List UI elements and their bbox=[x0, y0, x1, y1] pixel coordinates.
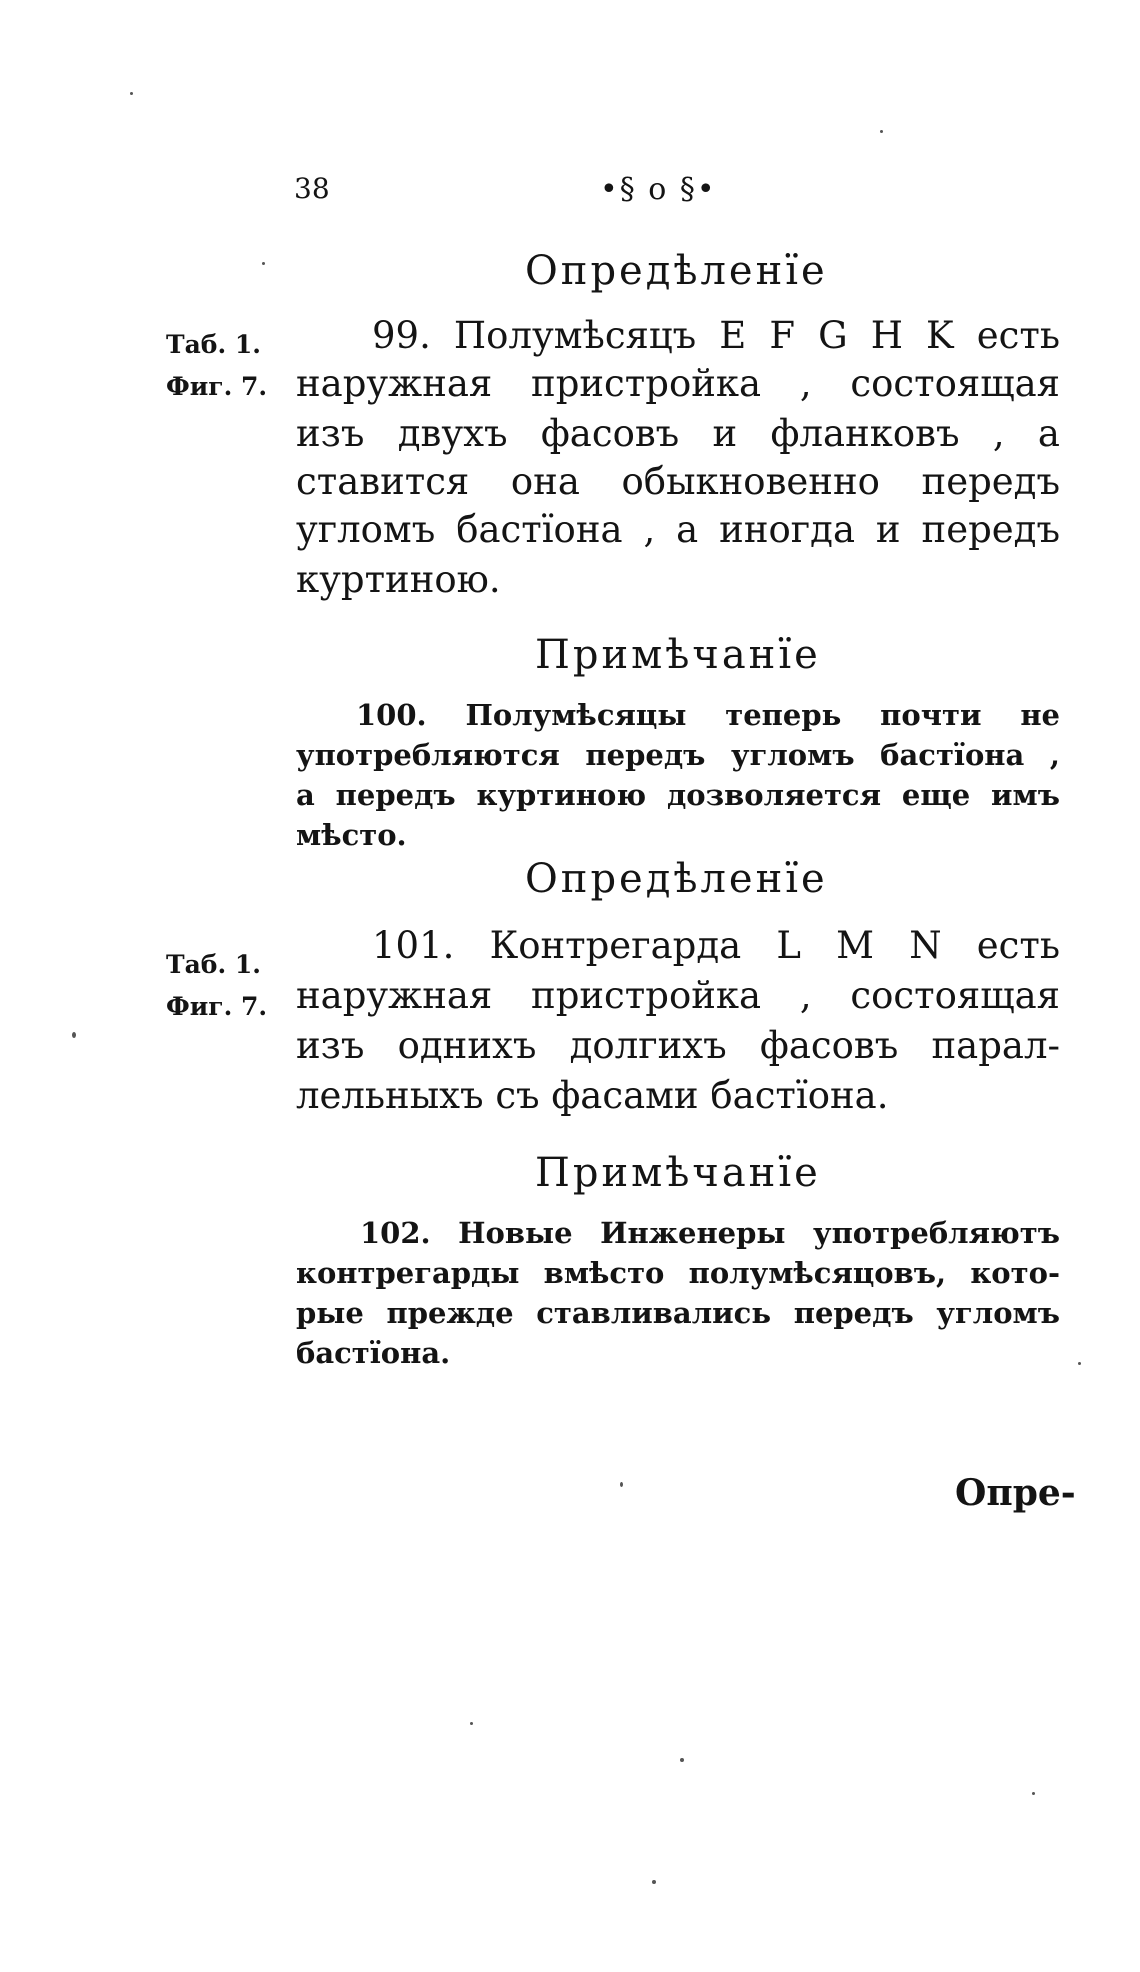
note-line: 102. Новые Инженеры употребляютъ bbox=[360, 1216, 1060, 1250]
section-heading-note: Примѣчанїе bbox=[535, 1150, 821, 1196]
paragraph-line: наружная пристройка , состоящая bbox=[296, 362, 1060, 405]
note-line: контрегарды вмѣсто полумѣсяцовъ, кото- bbox=[296, 1256, 1060, 1290]
page-number: 38 bbox=[294, 172, 330, 205]
paragraph-line: изъ однихъ долгихъ фасовъ парал- bbox=[296, 1024, 1060, 1067]
section-heading-definition: Опредѣленїе bbox=[525, 248, 828, 294]
paper-speck bbox=[1032, 1792, 1035, 1795]
paper-speck bbox=[880, 130, 883, 133]
paper-speck bbox=[620, 1482, 623, 1487]
margin-note-table: Таб. 1. bbox=[166, 950, 261, 979]
catchword: Опре- bbox=[955, 1472, 1076, 1514]
paper-speck bbox=[262, 262, 265, 265]
paragraph-line: наружная пристройка , состоящая bbox=[296, 974, 1060, 1017]
paper-speck bbox=[652, 1880, 656, 1884]
paper-speck bbox=[72, 1032, 76, 1038]
section-heading-note: Примѣчанїе bbox=[535, 632, 821, 678]
paragraph-line: угломъ бастїона , а иногда и передъ bbox=[296, 508, 1060, 551]
note-line: рые прежде ставливались передъ угломъ bbox=[296, 1296, 1060, 1330]
header-ornament: •§ o §• bbox=[600, 172, 717, 207]
note-line: употребляются передъ угломъ бастїона , bbox=[296, 738, 1060, 772]
margin-note-figure: Фиг. 7. bbox=[166, 992, 268, 1021]
paper-speck bbox=[1078, 1362, 1081, 1365]
note-line: а передъ куртиною дозволяется еще имъ bbox=[296, 778, 1060, 812]
paragraph-line: куртиною. bbox=[296, 558, 501, 601]
paragraph-line: ставится она обыкновенно передъ bbox=[296, 460, 1060, 503]
paragraph-line: изъ двухъ фасовъ и фланковъ , а bbox=[296, 412, 1060, 455]
paper-speck bbox=[130, 92, 133, 95]
note-line: 100. Полумѣсяцы теперь почти не bbox=[356, 698, 1060, 732]
paragraph-line: 101. Контрегарда L M N есть bbox=[372, 924, 1060, 967]
margin-note-figure: Фиг. 7. bbox=[166, 372, 268, 401]
paper-speck bbox=[680, 1758, 684, 1762]
section-heading-definition: Опредѣленїе bbox=[525, 856, 828, 902]
margin-note-table: Таб. 1. bbox=[166, 330, 261, 359]
paragraph-line: лельныхъ съ фасами бастїона. bbox=[296, 1074, 889, 1117]
note-line: бастїона. bbox=[296, 1336, 451, 1370]
paragraph-line: 99. Полумѣсяцъ E F G H K есть bbox=[372, 314, 1060, 357]
note-line: мѣсто. bbox=[296, 818, 407, 852]
paper-speck bbox=[470, 1722, 473, 1725]
